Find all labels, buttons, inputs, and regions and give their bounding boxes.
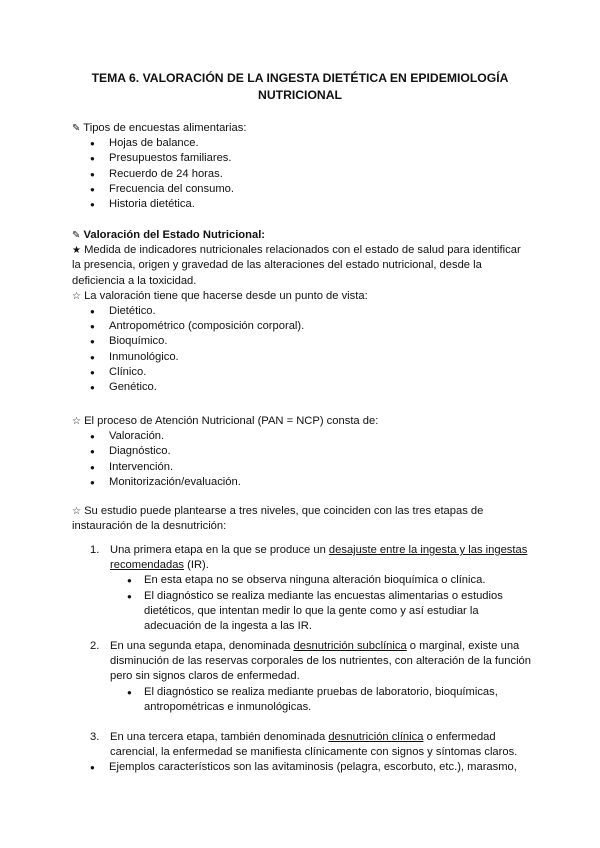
list-item: ● Clínico. (72, 365, 532, 380)
section-nutritional-care-process (72, 414, 532, 490)
list-item: ● Inmunológico. (72, 350, 532, 365)
section-survey-types (72, 121, 532, 212)
section-heading: ✎ Valoración del Estado Nutricional: (72, 229, 266, 241)
section-heading: ☆ El proceso de Atención Nutricional (PAN = NCP) consta de: (72, 415, 379, 427)
examples-list (72, 760, 532, 775)
page-title (60, 70, 540, 104)
star-filled-icon: ★ (72, 245, 81, 257)
list-item: ● Bioquímico. (72, 334, 532, 349)
paragraph-line: deficiencia a la toxicidad. (72, 274, 197, 287)
sub-list-item: ● El diagnóstico se realiza mediante pruebas de laboratorio, bioquímicas, antropométricas e inmunológicas. (72, 685, 532, 715)
stage-3 (72, 730, 532, 776)
paragraph-line: ☆ Su estudio puede plantearse a tres niveles, que coinciden con las tres etapas de (72, 505, 484, 517)
star-outline-icon: ☆ (72, 290, 81, 302)
section-subheading: ☆ La valoración tiene que hacerse desde un punto de vista: (72, 289, 368, 302)
sub-list-item: ● En esta etapa no se observa ninguna alteración bioquímica o clínica. (72, 573, 532, 588)
paragraph-line: instauración de la desnutrición: (72, 520, 227, 533)
title-line-2: NUTRICIONAL (258, 88, 342, 102)
list-number: 3. (90, 731, 100, 743)
list-item: ● Hojas de balance. (72, 136, 532, 151)
list-item: ● Genético. (72, 380, 532, 395)
survey-types-list (72, 136, 532, 212)
pencil-icon: ✎ (72, 230, 81, 241)
list-number: 1. (90, 544, 100, 556)
care-process-list (72, 429, 532, 490)
pencil-icon: ✎ (72, 123, 81, 134)
list-item: ● Valoración. (72, 429, 532, 444)
section-malnutrition-levels (72, 504, 532, 534)
stage-line: carencial, la enfermedad se manifiesta clínicamente con signos y síntomas claros. (110, 746, 518, 759)
stage-line: disminución de las reservas corporales de los nutrientes, con alteración de la función (110, 655, 532, 668)
stage-line: pero sin signos claros de enfermedad. (110, 670, 300, 683)
list-item: ● Ejemplos característicos son las avitaminosis (pelagra, escorbuto, etc.), marasmo, (72, 760, 532, 775)
list-item: ● Recuerdo de 24 horas. (72, 167, 532, 182)
star-outline-icon: ☆ (72, 506, 81, 517)
stage-line: recomendadas (IR). (110, 559, 209, 572)
section-heading: ✎ Tipos de encuestas alimentarias: (72, 122, 247, 134)
list-item: ● Presupuestos familiares. (72, 151, 532, 166)
list-item: ● Antropométrico (composición corporal). (72, 319, 532, 334)
list-item: ● Frecuencia del consumo. (72, 182, 532, 197)
stage-line: 1. Una primera etapa en la que se produce un desajuste entre la ingesta y las ingestas (72, 543, 532, 558)
list-item: ● Diagnóstico. (72, 444, 532, 459)
list-item: ● Monitorización/evaluación. (72, 475, 532, 490)
list-item: ● Dietético. (72, 304, 532, 319)
paragraph-line: la presencia, origen y gravedad de las alteraciones del estado nutricional, desde la (72, 259, 482, 272)
stage-1 (72, 543, 532, 634)
list-item: ● Historia dietética. (72, 197, 532, 212)
stage-2 (72, 639, 532, 715)
viewpoints-list (72, 304, 532, 395)
sub-list-item: ● El diagnóstico se realiza mediante las encuestas alimentarias o estudios dietéticos, que intentan medir lo que la gente como y así estudiar la adecuación de la ingesta a las IR. (72, 589, 532, 635)
stage-line: 3. En una tercera etapa, también denominada desnutrición clínica o enfermedad (72, 730, 532, 745)
title-line-1: TEMA 6. VALORACIÓN DE LA INGESTA DIETÉTICA EN EPIDEMIOLOGÍA (91, 71, 509, 85)
star-outline-icon: ☆ (72, 416, 81, 427)
list-item: ● Intervención. (72, 460, 532, 475)
stage-line: 2. En una segunda etapa, denominada desnutrición subclínica o marginal, existe una (72, 639, 532, 654)
section-nutritional-assessment (72, 228, 532, 395)
paragraph-line: ★ Medida de indicadores nutricionales relacionados con el estado de salud para identificar (72, 244, 521, 257)
list-number: 2. (90, 640, 100, 652)
